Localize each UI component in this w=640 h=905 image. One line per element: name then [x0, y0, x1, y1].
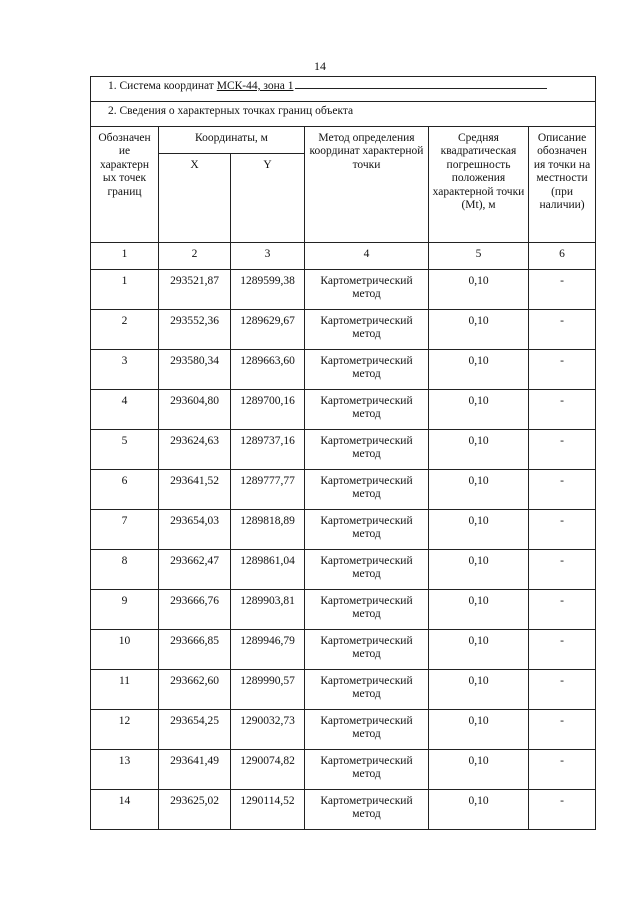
error-cell: 0,10	[429, 670, 529, 710]
page-number: 14	[314, 59, 326, 73]
x-coordinate-cell: 293521,87	[159, 270, 231, 310]
point-number-cell: 9	[91, 590, 159, 630]
table-row	[91, 670, 596, 710]
error-cell: 0,10	[429, 350, 529, 390]
description-cell: -	[529, 670, 596, 710]
point-number-cell: 1	[91, 270, 159, 310]
header-coordinates: Координаты, м	[159, 127, 305, 154]
error-cell: 0,10	[429, 710, 529, 750]
point-number-cell: 10	[91, 630, 159, 670]
description-cell: -	[529, 790, 596, 830]
point-number-cell: 8	[91, 550, 159, 590]
method-cell: Картометрический метод	[305, 310, 429, 350]
table-row	[91, 270, 596, 310]
description-cell: -	[529, 590, 596, 630]
x-coordinate-cell: 293654,03	[159, 510, 231, 550]
point-number-cell: 13	[91, 750, 159, 790]
error-cell: 0,10	[429, 310, 529, 350]
point-number-cell: 11	[91, 670, 159, 710]
column-numbers-row	[91, 243, 596, 270]
method-cell: Картометрический метод	[305, 790, 429, 830]
x-coordinate-cell: 293641,49	[159, 750, 231, 790]
x-coordinate-cell: 293625,02	[159, 790, 231, 830]
error-cell: 0,10	[429, 430, 529, 470]
y-coordinate-cell: 1289861,04	[231, 550, 305, 590]
y-coordinate-cell: 1289903,81	[231, 590, 305, 630]
y-coordinate-cell: 1289599,38	[231, 270, 305, 310]
header-description: Описание обозначен ия точки на местности (при наличии)	[529, 127, 596, 243]
column-number: 3	[231, 243, 305, 270]
description-cell: -	[529, 430, 596, 470]
description-cell: -	[529, 710, 596, 750]
header-point: Обозначен ие характерн ых точек границ	[91, 127, 159, 243]
method-cell: Картометрический метод	[305, 550, 429, 590]
header-method: Метод определения координат характерной точки	[305, 127, 429, 243]
table-row	[91, 350, 596, 390]
x-coordinate-cell: 293604,80	[159, 390, 231, 430]
description-cell: -	[529, 350, 596, 390]
error-cell: 0,10	[429, 390, 529, 430]
x-coordinate-cell: 293624,63	[159, 430, 231, 470]
coordinate-system-row	[91, 77, 596, 102]
column-number: 1	[91, 243, 159, 270]
table-row	[91, 510, 596, 550]
y-coordinate-cell: 1289818,89	[231, 510, 305, 550]
y-coordinate-cell: 1289990,57	[231, 670, 305, 710]
description-cell: -	[529, 270, 596, 310]
error-cell: 0,10	[429, 510, 529, 550]
x-coordinate-cell: 293666,76	[159, 590, 231, 630]
y-coordinate-cell: 1289700,16	[231, 390, 305, 430]
description-cell: -	[529, 470, 596, 510]
method-cell: Картометрический метод	[305, 670, 429, 710]
description-cell: -	[529, 630, 596, 670]
method-cell: Картометрический метод	[305, 750, 429, 790]
error-cell: 0,10	[429, 550, 529, 590]
x-coordinate-cell: 293580,34	[159, 350, 231, 390]
method-cell: Картометрический метод	[305, 350, 429, 390]
method-cell: Картометрический метод	[305, 710, 429, 750]
column-number: 5	[429, 243, 529, 270]
table-row	[91, 790, 596, 830]
y-coordinate-cell: 1290032,73	[231, 710, 305, 750]
point-number-cell: 6	[91, 470, 159, 510]
method-cell: Картометрический метод	[305, 590, 429, 630]
coordinate-system-cell	[91, 77, 596, 102]
x-coordinate-cell: 293552,36	[159, 310, 231, 350]
y-coordinate-cell: 1290074,82	[231, 750, 305, 790]
point-number-cell: 12	[91, 710, 159, 750]
table-row	[91, 590, 596, 630]
points-table	[90, 76, 596, 830]
header-row-1	[91, 127, 596, 154]
x-coordinate-cell: 293662,47	[159, 550, 231, 590]
method-cell: Картометрический метод	[305, 270, 429, 310]
table-row	[91, 390, 596, 430]
column-number: 2	[159, 243, 231, 270]
x-coordinate-cell: 293666,85	[159, 630, 231, 670]
table-row	[91, 470, 596, 510]
y-coordinate-cell: 1289777,77	[231, 470, 305, 510]
y-coordinate-cell: 1289663,60	[231, 350, 305, 390]
coordinate-system-value: МСК-44, зона 1	[216, 80, 294, 92]
points-info-cell: 2. Сведения о характерных точках границ объекта	[91, 102, 596, 127]
points-info-row	[91, 102, 596, 127]
x-coordinate-cell: 293641,52	[159, 470, 231, 510]
y-coordinate-cell: 1289737,16	[231, 430, 305, 470]
description-cell: -	[529, 750, 596, 790]
description-cell: -	[529, 550, 596, 590]
method-cell: Картометрический метод	[305, 510, 429, 550]
error-cell: 0,10	[429, 790, 529, 830]
table-row	[91, 550, 596, 590]
header-x: X	[159, 154, 231, 243]
error-cell: 0,10	[429, 470, 529, 510]
method-cell: Картометрический метод	[305, 390, 429, 430]
table-row	[91, 750, 596, 790]
column-number: 4	[305, 243, 429, 270]
header-error: Средняя квадратическая погрешность положения характерной точки (Mt), м	[429, 127, 529, 243]
table-row	[91, 310, 596, 350]
x-coordinate-cell: 293654,25	[159, 710, 231, 750]
point-number-cell: 3	[91, 350, 159, 390]
description-cell: -	[529, 310, 596, 350]
x-coordinate-cell: 293662,60	[159, 670, 231, 710]
point-number-cell: 2	[91, 310, 159, 350]
method-cell: Картометрический метод	[305, 430, 429, 470]
point-number-cell: 14	[91, 790, 159, 830]
error-cell: 0,10	[429, 590, 529, 630]
error-cell: 0,10	[429, 750, 529, 790]
header-y: Y	[231, 154, 305, 243]
table-row	[91, 630, 596, 670]
description-cell: -	[529, 510, 596, 550]
y-coordinate-cell: 1289946,79	[231, 630, 305, 670]
y-coordinate-cell: 1290114,52	[231, 790, 305, 830]
point-number-cell: 7	[91, 510, 159, 550]
error-cell: 0,10	[429, 270, 529, 310]
table-row	[91, 710, 596, 750]
coordinate-system-label: 1. Система координат	[108, 80, 214, 92]
point-number-cell: 4	[91, 390, 159, 430]
method-cell: Картометрический метод	[305, 630, 429, 670]
point-number-cell: 5	[91, 430, 159, 470]
coordinate-system-underline	[295, 88, 547, 89]
y-coordinate-cell: 1289629,67	[231, 310, 305, 350]
description-cell: -	[529, 390, 596, 430]
column-number: 6	[529, 243, 596, 270]
table-row	[91, 430, 596, 470]
method-cell: Картометрический метод	[305, 470, 429, 510]
error-cell: 0,10	[429, 630, 529, 670]
